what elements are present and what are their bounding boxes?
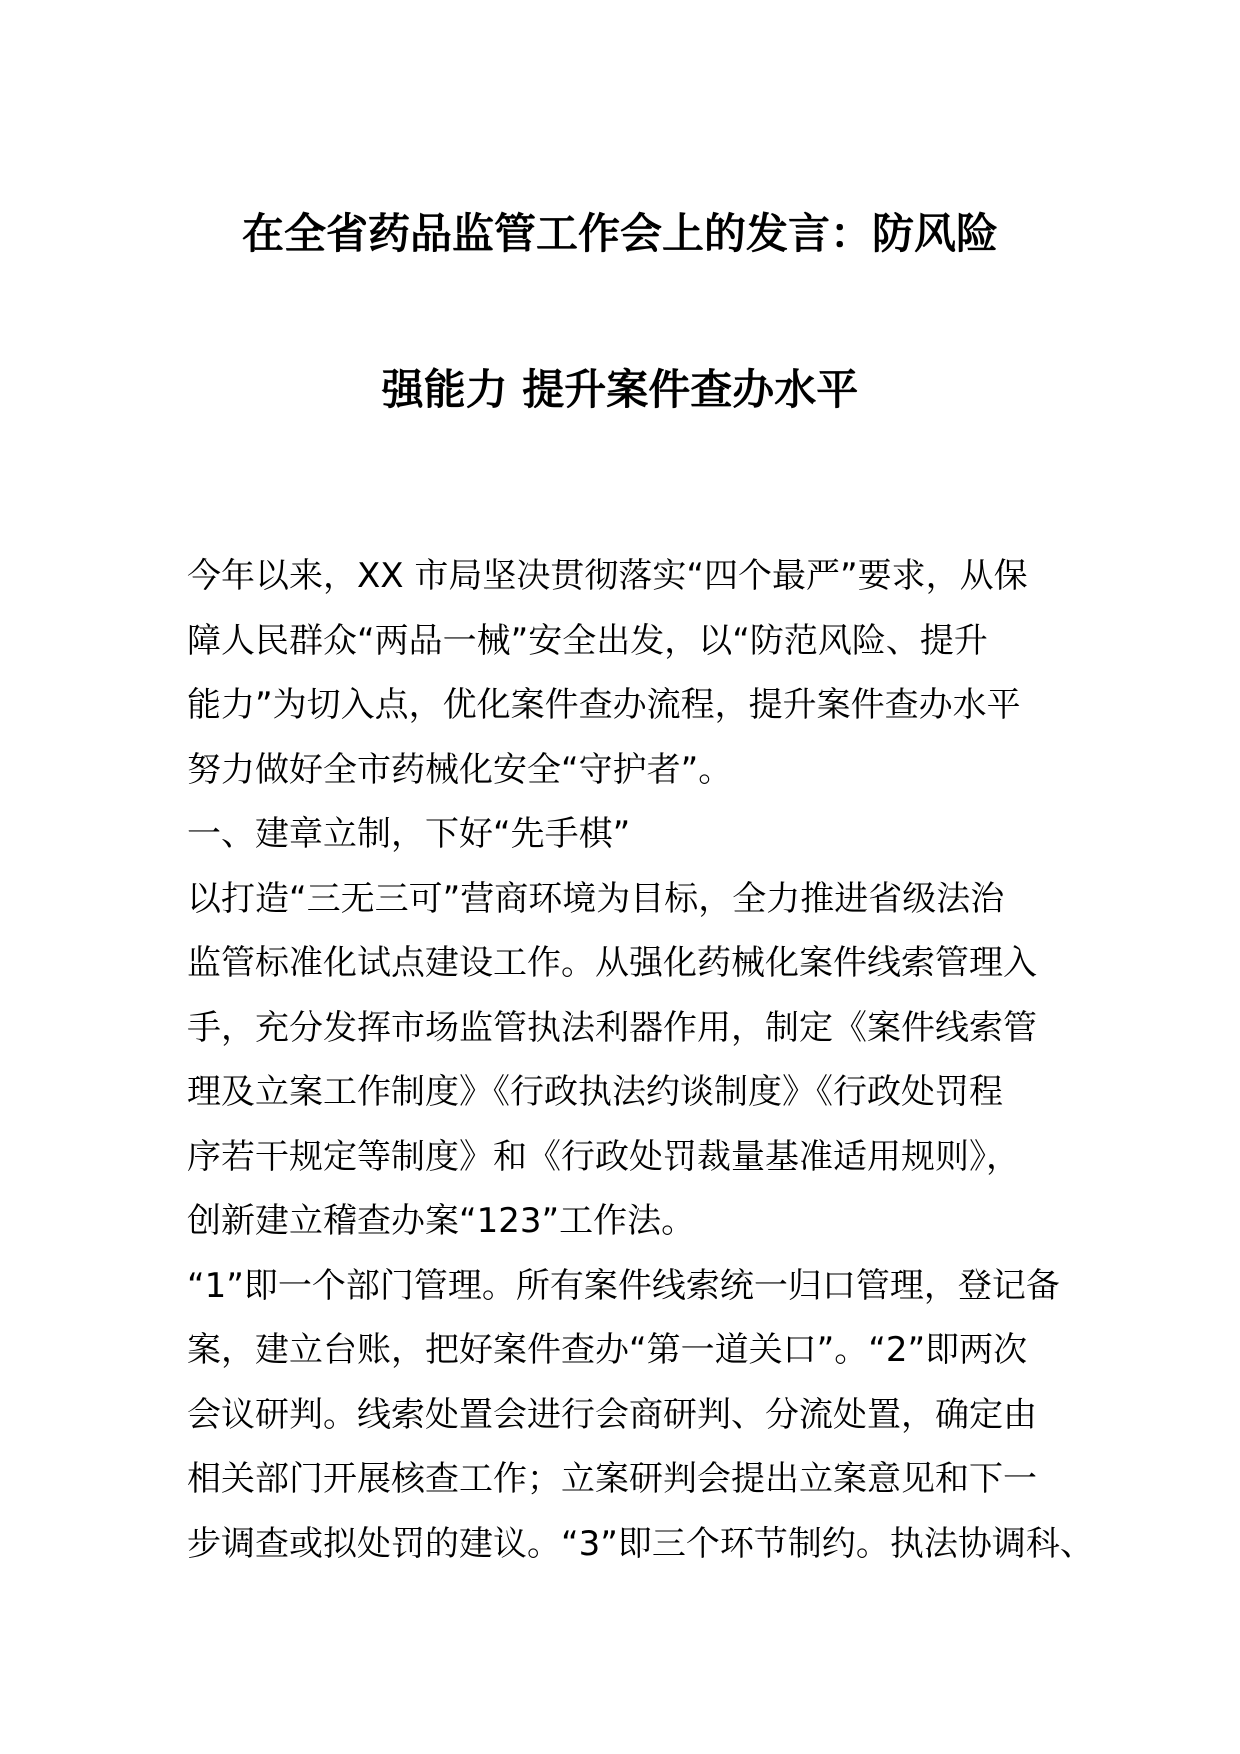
body-line: 步调查或拟处罚的建议。“3”即三个环节制约。执法协调科、 [187, 1523, 1094, 1564]
document-title-line-1: 在全省药品监管工作会上的发言：防风险 [241, 209, 998, 258]
document-body [187, 544, 1094, 1576]
body-line: “1”即一个部门管理。所有案件线索统一归口管理，登记备 [187, 1265, 1060, 1306]
body-line: 今年以来，XX 市局坚决贯彻落实“四个最严”要求，从保 [187, 556, 1028, 596]
body-line: 相关部门开展核查工作；立案研判会提出立案意见和下一 [187, 1459, 1037, 1499]
body-line: 理及立案工作制度》《行政执法约谈制度》《行政处罚程 [187, 1072, 1003, 1112]
body-line: 能力”为切入点，优化案件查办流程，提升案件查办水平 [187, 685, 1021, 725]
body-line: 手，充分发挥市场监管执法利器作用，制定《案件线索管 [187, 1007, 1037, 1048]
body-line: 序若干规定等制度》和《行政处罚裁量基准适用规则》， [187, 1136, 1020, 1177]
body-line: 案，建立台账，把好案件查办“第一道关口”。“2”即两次 [187, 1330, 1028, 1370]
body-line: 创新建立稽查办案“123”工作法。 [187, 1201, 696, 1241]
body-line: 努力做好全市药械化安全“守护者”。 [187, 749, 733, 790]
body-line: 监管标准化试点建设工作。从强化药械化案件线索管理入 [187, 943, 1037, 983]
body-line: 障人民群众“两品一械”安全出发，以“防范风险、提升 [187, 620, 988, 661]
section-heading: 一、建章立制，下好“先手棋” [187, 814, 631, 854]
body-line: 会议研判。线索处置会进行会商研判、分流处置，确定由 [187, 1394, 1037, 1435]
body-line: 以打造“三无三可”营商环境为目标，全力推进省级法治 [187, 878, 1005, 919]
document-title-line-2: 强能力 提升案件查办水平 [381, 365, 859, 414]
